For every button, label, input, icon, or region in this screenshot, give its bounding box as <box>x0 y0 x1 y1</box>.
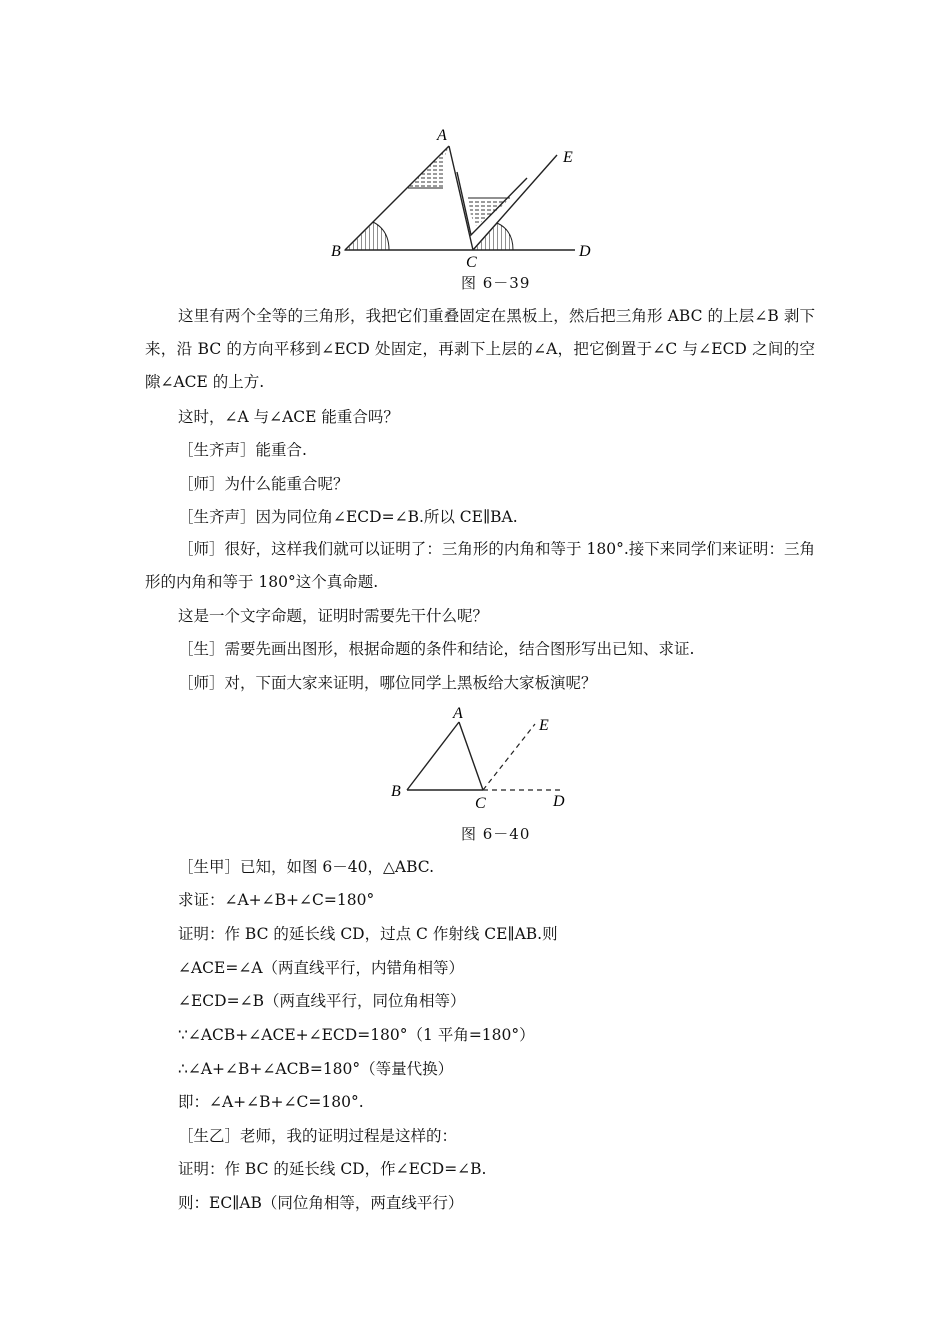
line-ac <box>459 722 483 790</box>
paragraph-question: 这时，∠A 与∠ACE 能重合吗？ <box>178 408 399 426</box>
proof-conclusion: 即：∠A+∠B+∠C=180°. <box>178 1093 364 1111</box>
dialogue-teacher-1: ［师］为什么能重合呢？ <box>178 475 349 493</box>
to-prove-line: 求证：∠A+∠B+∠C=180° <box>178 891 375 909</box>
proof-b-line-1: 证明：作 BC 的延长线 CD，作∠ECD=∠B. <box>178 1160 487 1178</box>
label-c: C <box>466 254 477 268</box>
dialogue-teacher-3: ［师］对，下面大家来证明，哪位同学上黑板给大家板演呢？ <box>178 674 597 692</box>
label-e: E <box>539 717 549 734</box>
label-d: D <box>553 793 565 810</box>
proof-b-line-2: 则：EC∥AB（同位角相等，两直线平行） <box>178 1194 464 1212</box>
proof-line-1: 证明：作 BC 的延长线 CD，过点 C 作射线 CE∥AB.则 <box>178 925 558 943</box>
dialogue-students-1: ［生齐声］能重合. <box>178 441 307 459</box>
paragraph-intro: 这里有两个全等的三角形，我把它们重叠固定在黑板上，然后把三角形 ABC 的上层∠B 剥下来，沿 BC 的方向平移到∠ECD 处固定，再剥下上层的∠A，把它倒置于∠C 与∠ECD 之间的空隙∠ACE 的上方. <box>145 307 815 391</box>
label-e: E <box>563 149 573 166</box>
label-c: C <box>475 795 486 812</box>
figure-6-40-caption: 图 6－40 <box>461 825 531 843</box>
figure-6-40 <box>385 700 575 815</box>
dialogue-students-2: ［生齐声］因为同位角∠ECD=∠B.所以 CE∥BA. <box>178 508 518 526</box>
paragraph-proposition: 这是一个文字命题，证明时需要先干什么呢？ <box>178 607 489 625</box>
label-d: D <box>579 243 591 260</box>
proof-line-4: ∵∠ACB+∠ACE+∠ECD=180°（1 平角=180°） <box>178 1026 535 1044</box>
inverted-angle-a-shade <box>468 198 510 226</box>
dialogue-teacher-2: ［师］很好，这样我们就可以证明了：三角形的内角和等于 180°.接下来同学们来证明：三角形的内角和等于 180°这个真命题. <box>145 540 815 591</box>
line-ab <box>407 722 459 790</box>
figure-6-39-diagram <box>325 120 600 268</box>
label-b: B <box>391 783 401 800</box>
proof-line-2: ∠ACE=∠A（两直线平行，内错角相等） <box>178 959 465 977</box>
dialogue-student-1: ［生］需要先画出图形，根据命题的条件和结论，结合图形写出已知、求证. <box>178 640 695 658</box>
figure-6-40-diagram <box>385 700 575 815</box>
dialogue-student-b: ［生乙］老师，我的证明过程是这样的： <box>178 1127 458 1145</box>
given-line: ［生甲］已知，如图 6－40，△ABC. <box>178 858 435 876</box>
label-a: A <box>453 705 463 722</box>
line-ce-dashed <box>483 724 535 790</box>
figure-6-39-caption: 图 6－39 <box>461 274 531 292</box>
proof-line-3: ∠ECD=∠B（两直线平行，同位角相等） <box>178 992 466 1010</box>
proof-line-5: ∴∠A+∠B+∠ACB=180°（等量代换） <box>178 1060 454 1078</box>
figure-6-39 <box>325 120 600 268</box>
label-a: A <box>437 127 447 144</box>
angle-b-shade <box>345 222 389 250</box>
label-b: B <box>331 243 341 260</box>
